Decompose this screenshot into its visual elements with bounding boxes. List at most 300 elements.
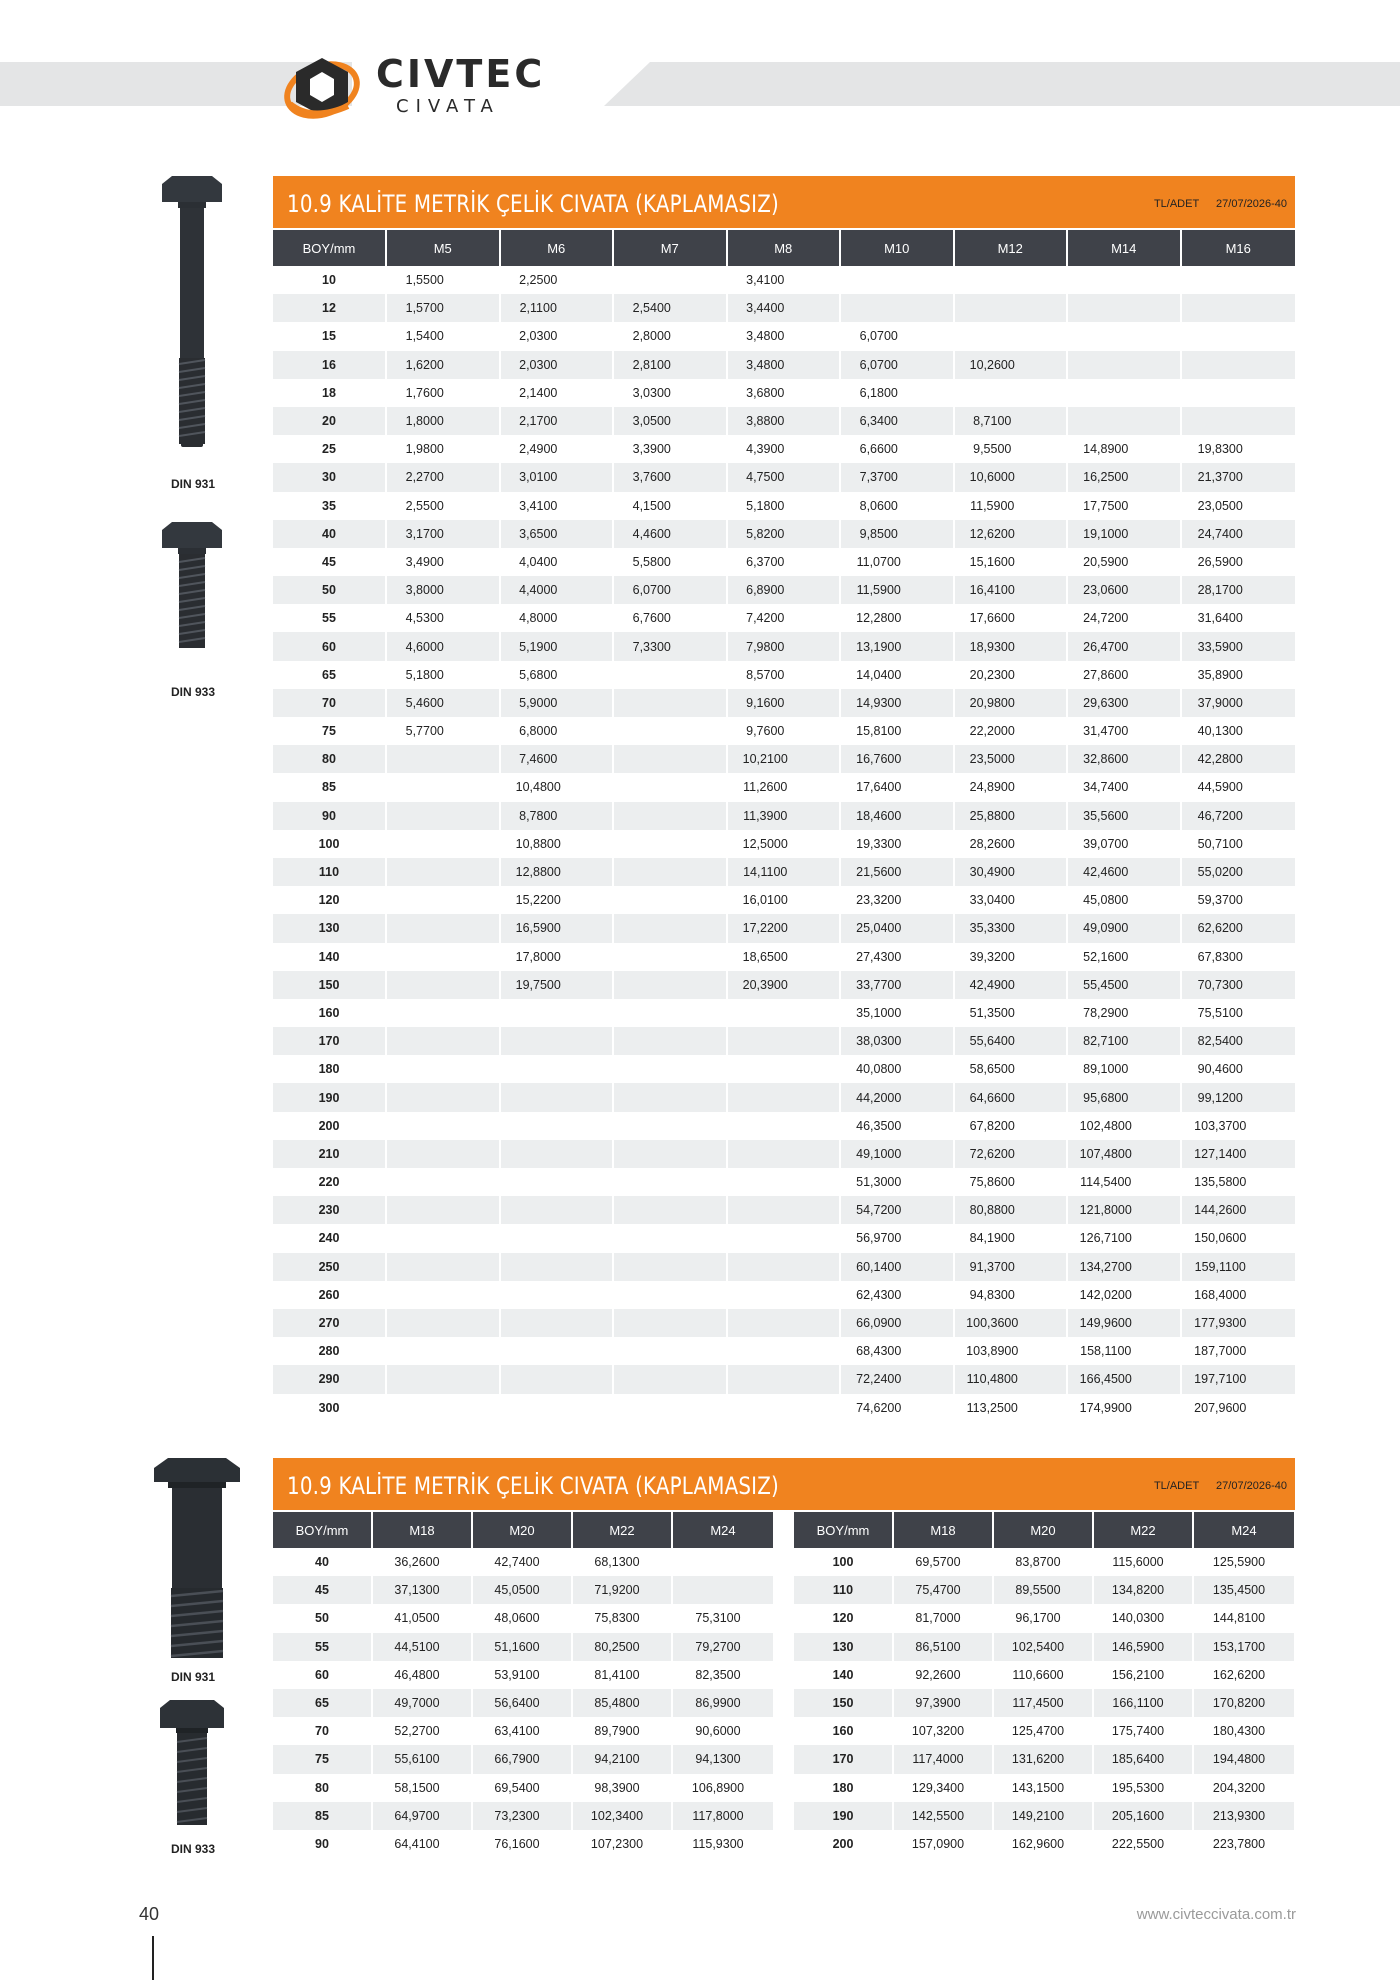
price-cell [387, 858, 501, 886]
price-cell [1068, 379, 1182, 407]
length-cell: 40 [273, 1548, 373, 1576]
length-cell: 16 [273, 351, 387, 379]
column-header-m12: M12 [955, 230, 1069, 266]
price-cell: 49,0900 [1068, 914, 1182, 942]
length-cell: 110 [794, 1576, 894, 1604]
table-row [273, 1112, 1295, 1140]
price-cell: 6,0700 [841, 322, 955, 350]
header-band-right [604, 62, 1400, 106]
table-row [273, 1661, 773, 1689]
table-row [273, 1224, 1295, 1252]
section-meta [1154, 198, 1287, 210]
section-title: 10.9 KALİTE METRİK ÇELİK CIVATA (KAPLAMASIZ) [287, 190, 779, 218]
price-cell: 110,6600 [994, 1661, 1094, 1689]
price-cell [728, 1224, 842, 1252]
price-cell: 5,1800 [728, 492, 842, 520]
price-cell: 3,0500 [614, 407, 728, 435]
price-cell [501, 1027, 615, 1055]
price-cell [614, 266, 728, 294]
length-cell: 220 [273, 1168, 387, 1196]
price-cell: 102,4800 [1068, 1112, 1182, 1140]
price-table-m5-m16 [273, 230, 1295, 1422]
price-cell: 8,7800 [501, 802, 615, 830]
price-cell [387, 773, 501, 801]
price-cell: 197,7100 [1182, 1365, 1296, 1393]
price-cell [614, 661, 728, 689]
price-cell: 50,7100 [1197, 836, 1243, 851]
price-cell: 107,3200 [894, 1717, 994, 1745]
length-cell: 150 [794, 1689, 894, 1717]
table-row [273, 802, 1295, 830]
price-cell: 90,4600 [1197, 1062, 1243, 1077]
price-cell: 5,7700 [387, 717, 501, 745]
price-cell: 16,4100 [955, 576, 1069, 604]
price-cell: 2,2700 [387, 463, 501, 491]
price-cell: 127,1400 [1182, 1140, 1296, 1168]
price-cell: 2,1100 [501, 294, 615, 322]
price-cell: 5,1800 [387, 661, 501, 689]
table-row [273, 1802, 773, 1830]
column-header-m8: M8 [728, 230, 842, 266]
price-cell: 54,7200 [841, 1196, 955, 1224]
brand-name: CIVTEC [376, 52, 546, 96]
price-cell: 103,8900 [955, 1337, 1069, 1365]
price-cell [614, 745, 728, 773]
price-cell: 9,1600 [728, 689, 842, 717]
price-cell [614, 943, 728, 971]
table-row [273, 576, 1295, 604]
price-cell [728, 1112, 842, 1140]
price-cell: 24,7200 [1068, 604, 1182, 632]
price-cell [614, 914, 728, 942]
price-cell [955, 266, 1069, 294]
price-cell [673, 1548, 773, 1576]
price-cell: 102,3400 [573, 1802, 673, 1830]
length-cell: 25 [273, 435, 387, 463]
price-cell [614, 999, 728, 1027]
price-cell: 20,9800 [955, 689, 1069, 717]
price-cell: 99,1200 [1182, 1083, 1296, 1111]
price-cell: 32,8600 [1068, 745, 1182, 773]
price-cell: 55,0200 [1182, 858, 1296, 886]
price-cell: 49,1000 [841, 1140, 955, 1168]
price-cell: 37,1300 [373, 1576, 473, 1604]
price-cell: 4,8000 [501, 604, 615, 632]
price-cell: 204,3200 [1212, 1780, 1266, 1795]
length-cell: 18 [273, 379, 387, 407]
price-cell: 34,7400 [1068, 773, 1182, 801]
price-cell: 4,0400 [501, 548, 615, 576]
price-cell: 143,1500 [994, 1774, 1094, 1802]
price-cell [501, 1112, 615, 1140]
length-cell: 190 [794, 1802, 894, 1830]
price-cell: 11,5900 [841, 576, 955, 604]
price-cell: 11,5900 [955, 492, 1069, 520]
price-cell: 180,4300 [1212, 1724, 1266, 1739]
price-cell: 86,9900 [673, 1689, 773, 1717]
price-cell: 14,9300 [841, 689, 955, 717]
price-date-2: 27/07/2026-40 [1216, 1480, 1287, 1492]
table-row [273, 379, 1295, 407]
table-row [794, 1548, 1294, 1576]
price-cell: 114,5400 [1068, 1168, 1182, 1196]
price-cell: 134,8200 [1094, 1576, 1194, 1604]
table-row [273, 548, 1295, 576]
price-table-m18-m24-left [273, 1512, 773, 1858]
price-cell: 142,0200 [1068, 1281, 1182, 1309]
price-cell: 19,7500 [501, 971, 615, 999]
price-cell: 38,0300 [841, 1027, 955, 1055]
price-cell: 23,0500 [1197, 498, 1243, 513]
din-933-bolt-large-icon [158, 1700, 226, 1828]
price-cell: 5,4600 [387, 689, 501, 717]
price-cell: 185,6400 [1094, 1745, 1194, 1773]
price-cell [387, 1337, 501, 1365]
price-cell: 17,6400 [841, 773, 955, 801]
price-cell: 22,2000 [955, 717, 1069, 745]
table-row [794, 1830, 1294, 1858]
price-cell: 102,5400 [994, 1633, 1094, 1661]
table-row [273, 717, 1295, 745]
price-cell: 42,2800 [1182, 745, 1296, 773]
length-cell: 20 [273, 407, 387, 435]
table-row [273, 1083, 1295, 1111]
table-row [794, 1745, 1294, 1773]
length-cell: 35 [273, 492, 387, 520]
length-cell: 75 [273, 717, 387, 745]
table-row [273, 604, 1295, 632]
section-header-2 [273, 1458, 1295, 1510]
section-title-2: 10.9 KALİTE METRİK ÇELİK CIVATA (KAPLAMASIZ) [287, 1472, 779, 1500]
price-cell: 59,3700 [1197, 893, 1243, 908]
price-cell: 3,4400 [728, 294, 842, 322]
table-row [273, 1365, 1295, 1393]
length-cell: 100 [794, 1548, 894, 1576]
price-cell: 166,4500 [1068, 1365, 1182, 1393]
price-cell: 159,1100 [1182, 1253, 1296, 1281]
price-cell: 207,9600 [1194, 1400, 1247, 1415]
price-cell: 45,0500 [473, 1576, 573, 1604]
price-cell: 2,0300 [501, 351, 615, 379]
price-cell: 6,3700 [728, 548, 842, 576]
price-cell [614, 1253, 728, 1281]
length-cell: 10 [273, 266, 387, 294]
table-row [273, 1253, 1295, 1281]
length-cell: 180 [273, 1055, 387, 1083]
length-cell: 240 [273, 1224, 387, 1252]
brand-subtitle: CIVATA [396, 96, 500, 117]
price-cell: 24,8900 [955, 773, 1069, 801]
price-cell: 98,3900 [573, 1774, 673, 1802]
length-cell: 90 [273, 802, 387, 830]
price-cell: 51,3000 [841, 1168, 955, 1196]
price-cell: 68,1300 [573, 1548, 673, 1576]
price-cell: 2,1400 [501, 379, 615, 407]
length-cell: 200 [273, 1112, 387, 1140]
price-cell: 134,2700 [1068, 1253, 1182, 1281]
length-cell: 40 [273, 520, 387, 548]
table-row [273, 914, 1295, 942]
length-cell: 60 [273, 632, 387, 660]
length-cell: 180 [794, 1774, 894, 1802]
length-cell: 85 [273, 1802, 373, 1830]
length-cell: 55 [273, 604, 387, 632]
price-cell: 6,8000 [501, 717, 615, 745]
price-cell: 94,2100 [573, 1745, 673, 1773]
price-cell [614, 1281, 728, 1309]
table-row [273, 322, 1295, 350]
price-cell [387, 745, 501, 773]
price-cell: 23,0600 [1068, 576, 1182, 604]
length-cell: 50 [273, 1604, 373, 1632]
price-cell: 5,8200 [728, 520, 842, 548]
table-row [794, 1774, 1294, 1802]
price-cell [1068, 266, 1182, 294]
price-cell: 121,8000 [1068, 1196, 1182, 1224]
price-cell: 213,9300 [1194, 1802, 1294, 1830]
price-cell [387, 830, 501, 858]
price-cell: 117,4000 [894, 1745, 994, 1773]
price-cell [1068, 351, 1182, 379]
price-cell: 75,8600 [955, 1168, 1069, 1196]
price-cell: 4,5300 [387, 604, 501, 632]
price-cell [501, 1224, 615, 1252]
table-row [273, 463, 1295, 491]
price-cell: 157,0900 [894, 1830, 994, 1858]
table-row [273, 266, 1295, 294]
length-cell: 65 [273, 1689, 373, 1717]
price-cell: 177,9300 [1182, 1309, 1296, 1337]
price-cell: 10,8800 [501, 830, 615, 858]
din-931-bolt-large-icon [152, 1458, 242, 1660]
price-cell [955, 294, 1069, 322]
price-cell: 2,5500 [387, 492, 501, 520]
price-cell: 24,7400 [1182, 520, 1296, 548]
price-cell: 9,8500 [841, 520, 955, 548]
price-cell: 129,3400 [894, 1774, 994, 1802]
price-cell: 18,6500 [728, 943, 842, 971]
price-cell: 15,1600 [955, 548, 1069, 576]
price-cell: 135,5800 [1194, 1175, 1247, 1190]
price-cell: 75,3100 [695, 1611, 741, 1626]
price-cell: 149,9600 [1068, 1309, 1182, 1337]
price-cell: 89,7900 [573, 1717, 673, 1745]
price-cell: 17,7500 [1068, 492, 1182, 520]
table-row [273, 689, 1295, 717]
price-cell: 10,6000 [955, 463, 1069, 491]
column-header-m22: M22 [1094, 1512, 1194, 1548]
price-cell: 1,9800 [387, 435, 501, 463]
price-cell: 18,9300 [955, 632, 1069, 660]
price-cell: 3,6500 [501, 520, 615, 548]
price-cell: 78,2900 [1068, 999, 1182, 1027]
price-cell [387, 886, 501, 914]
price-cell: 69,5400 [473, 1774, 573, 1802]
price-cell: 28,2600 [955, 830, 1069, 858]
price-cell: 55,4500 [1068, 971, 1182, 999]
price-cell: 8,5700 [728, 661, 842, 689]
price-cell [387, 1281, 501, 1309]
price-cell: 69,5700 [894, 1548, 994, 1576]
column-header-m18: M18 [894, 1512, 994, 1548]
page-number: 40 [139, 1904, 160, 1924]
length-cell: 70 [273, 1717, 373, 1745]
price-cell [501, 1055, 615, 1083]
price-cell: 56,9700 [841, 1224, 955, 1252]
length-cell: 50 [273, 576, 387, 604]
price-cell: 4,4000 [501, 576, 615, 604]
price-cell: 113,2500 [955, 1394, 1069, 1422]
price-cell: 150,0600 [1194, 1231, 1247, 1246]
length-cell: 190 [273, 1083, 387, 1111]
price-cell: 96,1700 [994, 1604, 1094, 1632]
price-cell [501, 1281, 615, 1309]
price-cell: 2,4900 [501, 435, 615, 463]
price-cell: 40,0800 [841, 1055, 955, 1083]
price-cell [614, 1224, 728, 1252]
price-cell: 52,2700 [373, 1717, 473, 1745]
price-cell: 44,2000 [841, 1083, 955, 1111]
price-cell [1182, 351, 1296, 379]
price-cell [1068, 407, 1182, 435]
price-cell [728, 1055, 842, 1083]
table-row [273, 1774, 773, 1802]
brand-logo [282, 50, 582, 126]
din-931-label-2: DIN 931 [171, 1670, 216, 1684]
price-cell [673, 1576, 773, 1604]
price-cell: 3,4800 [728, 322, 842, 350]
footer-website-link[interactable]: www.civteccivata.com.tr [1136, 1906, 1296, 1923]
table-row [273, 886, 1295, 914]
price-cell: 64,4100 [373, 1830, 473, 1858]
section-meta-2 [1154, 1480, 1287, 1492]
price-cell: 6,0700 [614, 576, 728, 604]
price-cell: 53,9100 [473, 1661, 573, 1689]
price-cell [614, 1309, 728, 1337]
price-cell: 5,1900 [501, 632, 615, 660]
price-cell [1068, 322, 1182, 350]
price-cell: 81,4100 [573, 1661, 673, 1689]
length-cell: 210 [273, 1140, 387, 1168]
unit-label-2: TL/ADET [1153, 1480, 1199, 1492]
price-cell: 3,1700 [387, 520, 501, 548]
length-cell: 12 [273, 294, 387, 322]
price-cell: 4,1500 [614, 492, 728, 520]
price-cell: 35,1000 [841, 999, 955, 1027]
length-cell: 270 [273, 1309, 387, 1337]
price-cell: 35,5600 [1068, 802, 1182, 830]
price-cell: 107,4800 [1068, 1140, 1182, 1168]
price-cell [501, 1140, 615, 1168]
price-cell: 7,9800 [728, 632, 842, 660]
price-cell: 175,7400 [1094, 1717, 1194, 1745]
price-cell: 20,2300 [955, 661, 1069, 689]
price-cell: 3,6800 [728, 379, 842, 407]
column-header-m10: M10 [841, 230, 955, 266]
price-cell: 7,3300 [614, 632, 728, 660]
length-cell: 60 [273, 1661, 373, 1689]
table-row [273, 999, 1295, 1027]
column-header-m24: M24 [673, 1512, 773, 1548]
price-cell: 3,8000 [387, 576, 501, 604]
length-cell: 30 [273, 463, 387, 491]
price-cell: 75,4700 [894, 1576, 994, 1604]
price-cell: 14,0400 [841, 661, 955, 689]
price-cell: 144,2600 [1182, 1196, 1296, 1224]
price-cell: 222,5500 [1094, 1830, 1194, 1858]
price-cell [387, 1253, 501, 1281]
price-cell: 84,1900 [955, 1224, 1069, 1252]
length-cell: 120 [273, 886, 387, 914]
price-cell: 39,0700 [1068, 830, 1182, 858]
length-cell: 150 [273, 971, 387, 999]
price-cell [614, 886, 728, 914]
price-cell: 9,7600 [728, 717, 842, 745]
price-cell: 55,6400 [955, 1027, 1069, 1055]
price-cell: 89,1000 [1068, 1055, 1182, 1083]
price-cell: 46,4800 [373, 1661, 473, 1689]
price-cell: 29,6300 [1068, 689, 1182, 717]
length-cell: 160 [273, 999, 387, 1027]
price-cell: 117,8000 [673, 1802, 773, 1830]
length-cell: 85 [273, 773, 387, 801]
price-cell: 80,8800 [955, 1196, 1069, 1224]
price-cell: 20,3900 [728, 971, 842, 999]
price-cell [501, 1394, 615, 1422]
price-cell: 31,6400 [1197, 611, 1243, 626]
price-cell: 66,0900 [841, 1309, 955, 1337]
price-cell: 3,4100 [728, 266, 842, 294]
price-cell: 4,4600 [614, 520, 728, 548]
price-cell: 44,5100 [373, 1633, 473, 1661]
price-cell [841, 266, 955, 294]
price-cell: 142,5500 [894, 1802, 994, 1830]
price-cell: 194,4800 [1194, 1745, 1294, 1773]
price-cell: 168,4000 [1194, 1287, 1247, 1302]
length-cell: 290 [273, 1365, 387, 1393]
price-cell: 3,0100 [501, 463, 615, 491]
length-cell: 160 [794, 1717, 894, 1745]
price-cell [614, 1196, 728, 1224]
price-cell: 56,6400 [473, 1689, 573, 1717]
price-cell: 2,1700 [501, 407, 615, 435]
price-cell: 46,3500 [841, 1112, 955, 1140]
price-cell [1182, 379, 1296, 407]
price-cell: 174,9900 [1068, 1394, 1182, 1422]
table-row [273, 435, 1295, 463]
table-row [273, 1548, 773, 1576]
price-cell: 10,2100 [728, 745, 842, 773]
table-row [273, 1717, 773, 1745]
length-cell: 280 [273, 1337, 387, 1365]
price-cell [728, 1365, 842, 1393]
price-cell: 67,8300 [1197, 949, 1243, 964]
length-cell: 65 [273, 661, 387, 689]
price-cell [387, 1140, 501, 1168]
price-cell: 72,2400 [841, 1365, 955, 1393]
price-cell: 64,6600 [955, 1083, 1069, 1111]
table-row [794, 1661, 1294, 1689]
column-header-boy: BOY/mm [273, 230, 387, 266]
price-cell: 42,7400 [473, 1548, 573, 1576]
price-cell: 58,1500 [373, 1774, 473, 1802]
price-cell [387, 943, 501, 971]
price-cell: 8,0600 [841, 492, 955, 520]
price-cell: 1,5500 [387, 266, 501, 294]
price-cell [614, 1168, 728, 1196]
price-cell: 223,7800 [1212, 1836, 1266, 1851]
price-cell: 12,2800 [841, 604, 955, 632]
